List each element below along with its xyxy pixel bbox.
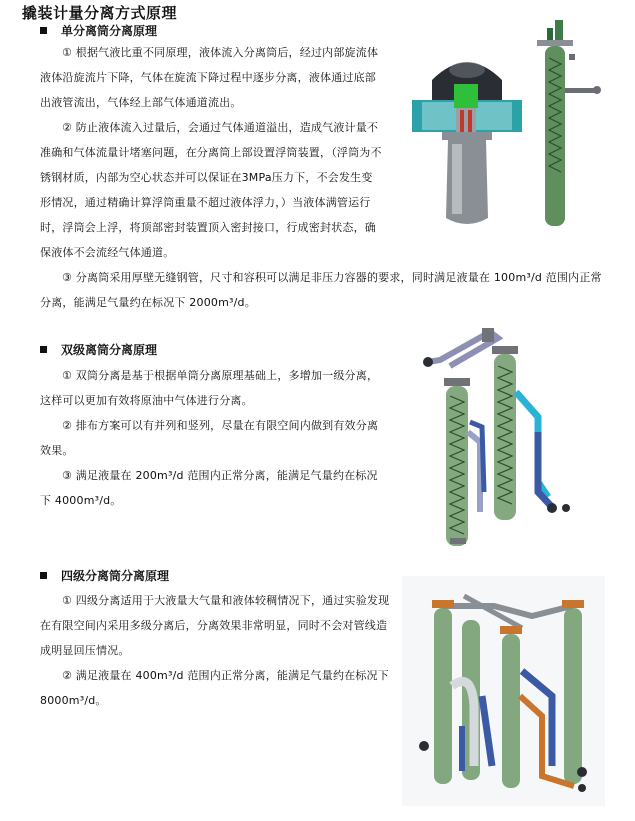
bullet-icon (40, 572, 47, 579)
double-separator-figure (420, 322, 580, 552)
vessel-body-1 (434, 608, 452, 784)
section-heading-text: 双级离筒分离原理 (61, 343, 158, 357)
paragraph: ① 四级分离适用于大液量大气量和液体较稠情况下，通过实验发现在有限空间内采用多级分离后，分离效果非常明显，同时不会对管线造成明显回压情况。 (40, 594, 390, 657)
float-element (454, 84, 478, 108)
page-title: 撬装计量分离方式原理 (22, 4, 178, 22)
paragraph: ③ 满足液量在 200m³/d 范围内正常分离，能满足气量约在标况下 4000m³/d。 (40, 469, 378, 507)
section-heading-quad (40, 567, 169, 584)
vessel-body-4 (564, 608, 582, 784)
quad-separator-figure (402, 576, 605, 806)
section-heading-text: 单分离筒分离原理 (61, 24, 158, 38)
section-heading-single (40, 22, 157, 39)
section-heading-double (40, 341, 157, 358)
single-separator-vessel-figure (533, 18, 605, 228)
paragraph: ② 满足液量在 400m³/d 范围内正常分离，能满足气量约在标况下 8000m³/d。 (40, 669, 389, 707)
paragraph: ① 根据气液比重不同原理，液体流入分离筒后，经过内部旋流体液体沿旋流片下降，气体在旋流下降过程中逐步分离，液体通过底部出液管流出，气体经上部气体通道流出。 (40, 46, 379, 109)
paragraph: ② 排布方案可以有并列和竖列，尽量在有限空间内做到有效分离效果。 (40, 419, 379, 457)
section-heading-text: 四级分离筒分离原理 (61, 569, 170, 583)
paragraph: ② 防止液体流入过量后，会通过气体通道溢出，造成气液计量不准确和气体流量计堵塞问题，在分离筒上部设置浮筒装置，（浮筒为不锈钢材质，内部为空心状态并可以保证在3MPa压力下，不会发生变形情况，通过精确计算浮筒重量不超过液体浮力，）当液体满管运行时，浮筒会上浮，将顶部密封装置顶入密封接口，行成密封状态，确保液体不会流经气体通道。 (40, 121, 382, 259)
paragraph: ① 双筒分离是基于根据单筒分离原理基础上，多增加一级分离，这样可以更加有效将原油中气体进行分离。 (40, 369, 379, 407)
paragraph: ③ 分离筒采用厚壁无缝钢管，尺寸和容积可以满足非压力容器的要求，同时满足液量在 100m³/d 范围内正常分离，能满足气量约在标况下 2000m³/d。 (40, 271, 602, 309)
vessel-body-3 (502, 634, 520, 788)
single-separator-cutaway-figure (412, 40, 522, 230)
bullet-icon (40, 27, 47, 34)
bullet-icon (40, 346, 47, 353)
